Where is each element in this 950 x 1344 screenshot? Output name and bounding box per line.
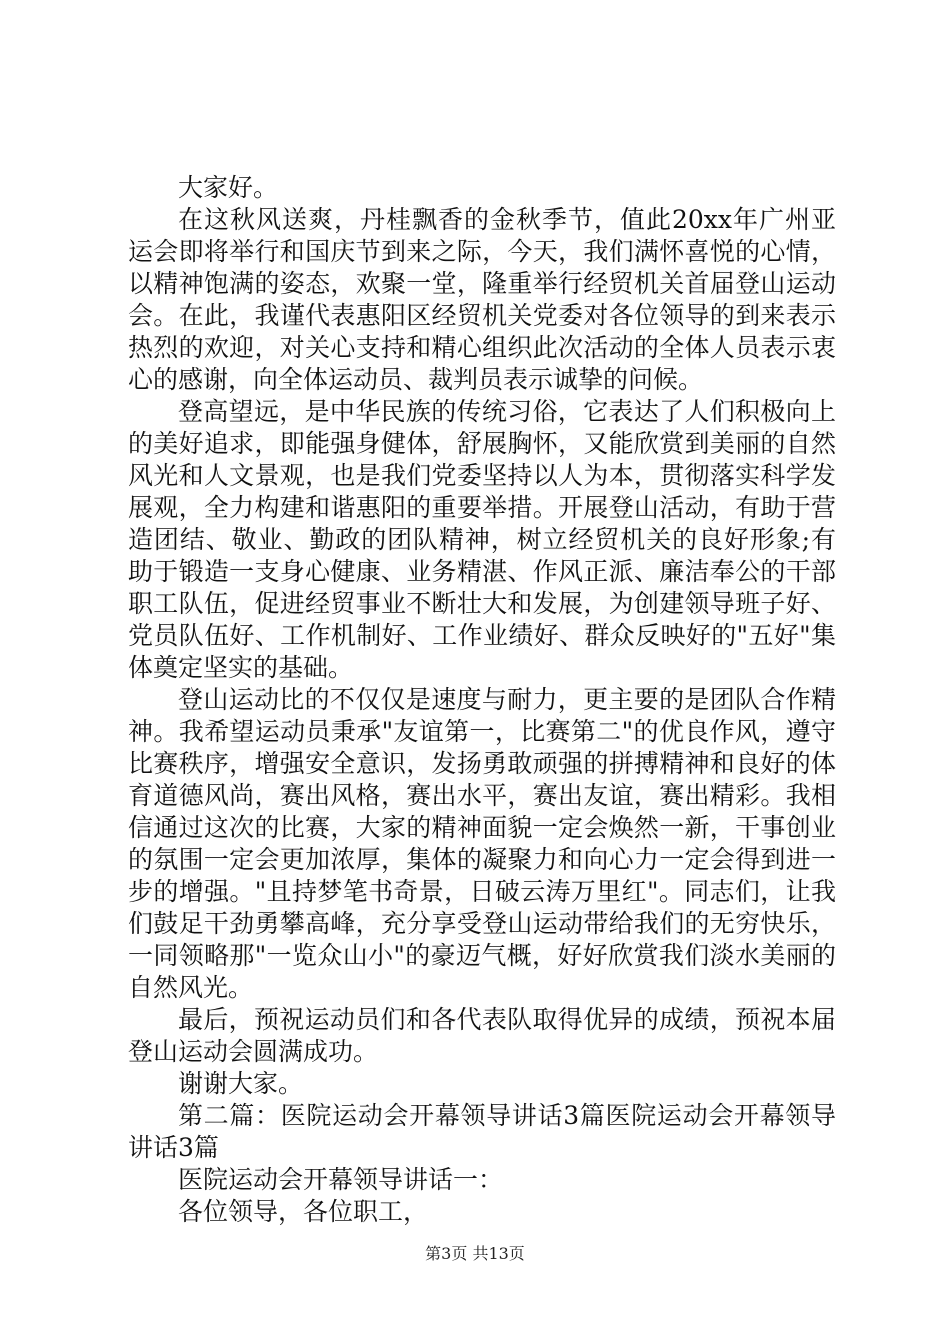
paragraph-speech-title: 医院运动会开幕领导讲话一： — [178, 1165, 504, 1194]
paragraph-salutation: 各位领导，各位职工， — [178, 1197, 429, 1226]
paragraph-thanks: 谢谢大家。 — [178, 1069, 304, 1098]
paragraph-mountain-climbing: 登高望远，是中华民族的传统习俗，它表达了人们积极向上的美好追求，即能强身健体，舒展胸怀，又能欣赏到美丽的自然风光和人文景观，也是我们党委坚持以人为本，贯彻落实科学发展观，全力构建和谐惠阳的重要举措。开展登山活动，有助于营造团结、敬业、勤政的团队精神，树立经贸机关的良好形象;有助于锻造一支身心健康、业务精湛、作风正派、廉洁奉公的干部职工队伍，促进经贸事业不断壮大和发展，为创建领导班子好、党员队伍好、工作机制好、工作业绩好、群众反映好的"五好"集体奠定坚实的基础。 — [128, 397, 836, 682]
paragraph-wishes: 最后，预祝运动员们和各代表队取得优异的成绩，预祝本届登山运动会圆满成功。 — [128, 1005, 836, 1066]
document-body — [128, 172, 836, 1228]
paragraph-greeting: 大家好。 — [178, 173, 279, 202]
paragraph-opening: 在这秋风送爽，丹桂飘香的金秋季节，值此20xx年广州亚运会即将举行和国庆节到来之际，今天，我们满怀喜悦的心情，以精神饱满的姿态，欢聚一堂，隆重举行经贸机关首届登山运动会。在此，我谨代表惠阳区经贸机关党委对各位领导的到来表示热烈的欢迎，对关心支持和精心组织此次活动的全体人员表示衷心的感谢，向全体运动员、裁判员表示诚挚的问候。 — [128, 205, 836, 394]
paragraph-team-spirit: 登山运动比的不仅仅是速度与耐力，更主要的是团队合作精神。我希望运动员秉承"友谊第一，比赛第二"的优良作风，遵守比赛秩序，增强安全意识，发扬勇敢顽强的拼搏精神和良好的体育道德风尚，赛出风格，赛出水平，赛出友谊，赛出精彩。我相信通过这次的比赛，大家的精神面貌一定会焕然一新，干事创业的氛围一定会更加浓厚，集体的凝聚力和向心力一定会得到进一步的增强。"且持梦笔书奇景，日破云涛万里红"。同志们，让我们鼓足干劲勇攀高峰，充分享受登山运动带给我们的无穷快乐，一同领略那"一览众山小"的豪迈气概，好好欣赏我们淡水美丽的自然风光。 — [128, 685, 836, 1002]
page-number-footer: 第3页 共13页 — [425, 1244, 525, 1263]
paragraph-section-heading: 第二篇：医院运动会开幕领导讲话3篇医院运动会开幕领导讲话3篇 — [128, 1101, 836, 1162]
